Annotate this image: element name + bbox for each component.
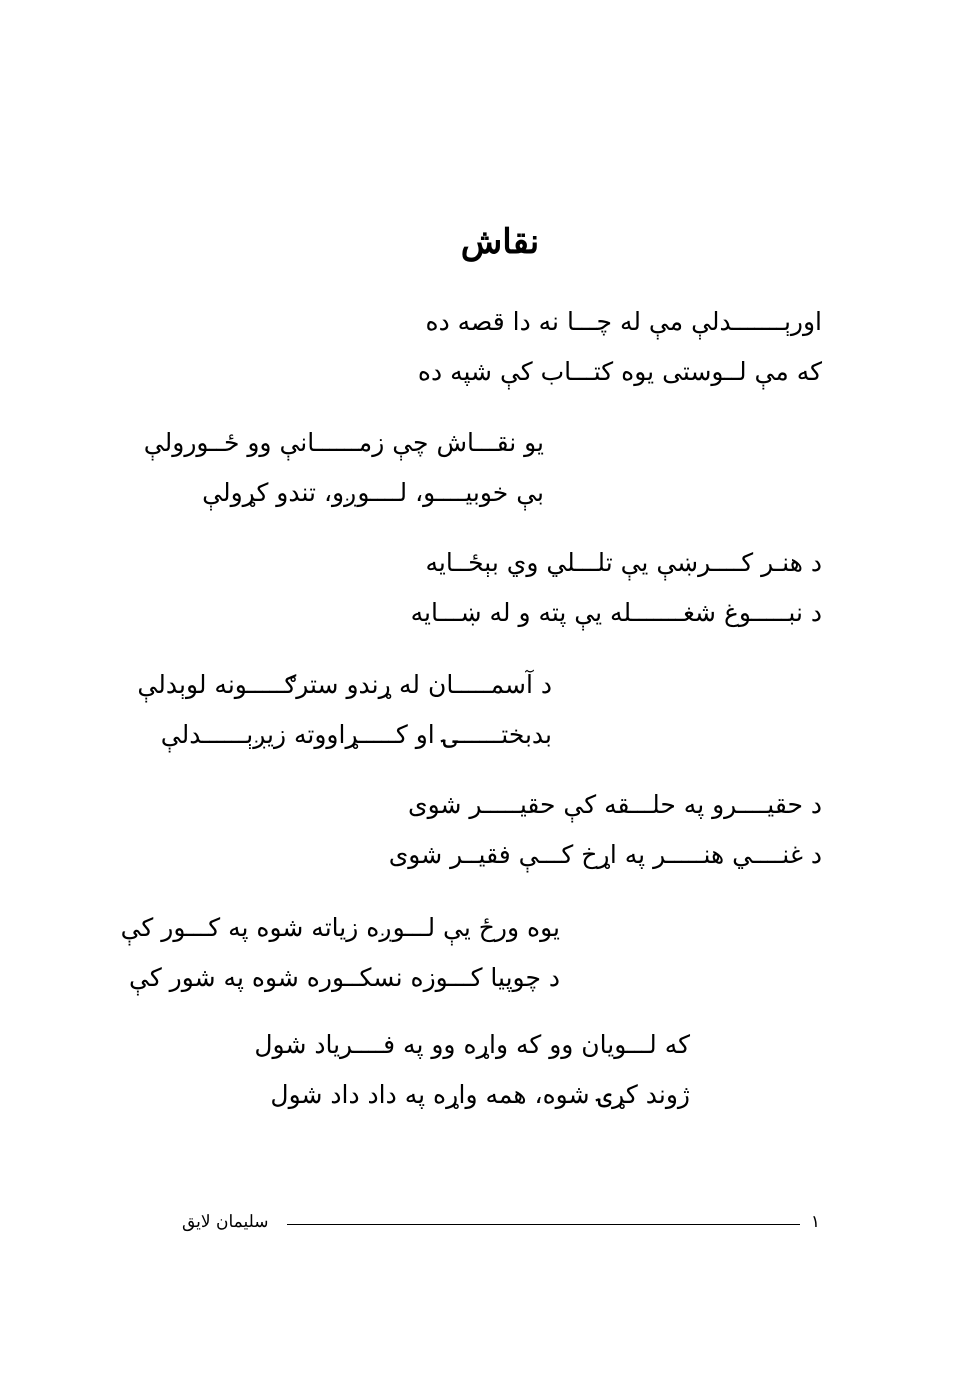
verse-line: د چوپیا کـــوزه نسکــوره شوه په شور کې [128,963,560,992]
author-name: سلیمان لایق [182,1212,269,1232]
stanza-4 [137,660,552,760]
verse-line: د غنــــي هنـــــر په اړخ کـــې فقیــر شوی [388,840,822,869]
verse-line: یوه ورځ یې لـــوږه زیاته شوه په کـــور کې [120,913,560,942]
verse-line: د آسمـــــان له ړندو سترګـــــونه لوېدلې [137,670,552,699]
verse-line: که مې لــوستی یوه کتـــاب کې شپه ده [417,357,822,386]
stanza-5 [389,780,822,880]
verse-line: د حقیــــرو په حلـــقه کې حقیـــــر شوی [408,790,822,819]
stanza-2 [144,418,544,518]
verse-line: د هنـر کــــرښې يې تلـــلي وي بېځــایه [425,548,822,577]
verse-line: د نبـــــوغ شغـــــــله يې پته و له ښـــایه [410,598,822,627]
poem-title: نقاش [460,222,540,262]
verse-line: یو نقـــاش چې زمــــــانې وو ځــورولې [143,428,544,457]
stanza-6 [121,903,560,1003]
verse-line: بدبختــــــۍ او کـــــړاووته زيږېــــــدلې [160,720,552,749]
verse-line: بې خوبیــــو، لــــوږو، تندو کړولې [202,478,544,507]
footer-divider [287,1224,800,1225]
stanza-1 [418,297,822,397]
page-footer [182,1210,820,1240]
stanza-7 [254,1020,690,1120]
stanza-3 [411,538,822,638]
verse-line: ژوند کړۍ شوه، همه واړه په داد داد شول [270,1080,690,1109]
verse-line: که لـــویان وو که واړه وو په فــــریاد شول [254,1030,690,1059]
verse-line: اورېـــــــدلې مې له چـــا نه دا قصه ده [425,307,822,336]
page-number: ۱ [810,1212,820,1232]
